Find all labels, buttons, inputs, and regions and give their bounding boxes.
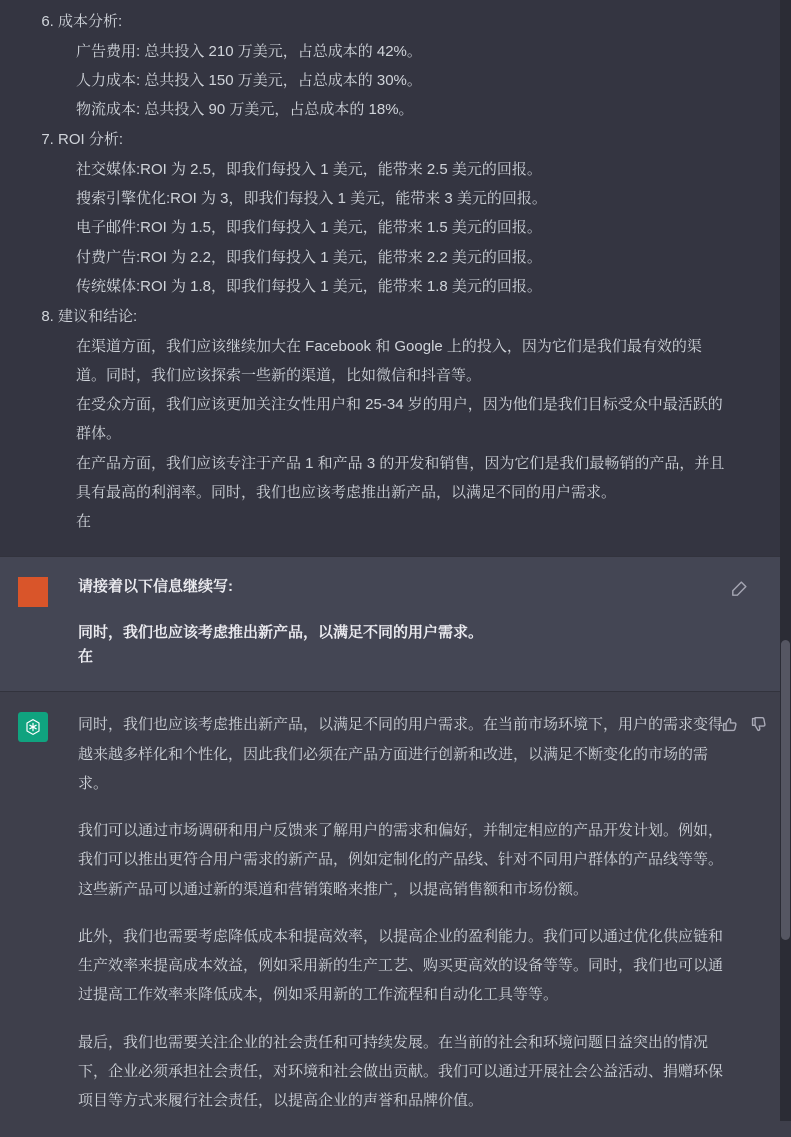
list-item-line: 电子邮件:ROI 为 1.5，即我们每投入 1 美元，能带来 1.5 美元的回报。 [76, 219, 542, 237]
assistant-paragraph: 同时，我们也应该考虑推出新产品，以满足不同的用户需求。在当前市场环境下，用户的需求变得越来越多样化和个性化，因此我们必须在产品方面进行创新和改进，以满足不断变化的市场的需求。 [78, 716, 724, 792]
user-avatar [18, 577, 48, 607]
assistant-paragraph: 最后，我们也需要关注企业的社会责任和可持续发展。在当前的社会和环境问题日益突出的情况下，企业必须承担社会责任，对环境和社会做出贡献。我们可以通过开展社会公益活动、捐赠环保项目等方式来履行社会责任，以提高企业的声誉和品牌价值。 [78, 1033, 724, 1109]
list-item-line: 人力成本: 总共投入 150 万美元，占总成本的 30%。 [76, 71, 422, 89]
user-message-row [0, 556, 791, 691]
user-quoted-line-1: 同时，我们也应该考虑推出新产品，以满足不同的用户需求。 [78, 624, 484, 642]
list-item-title: 8. 建议和结论: [58, 308, 138, 325]
thumbs-down-icon[interactable] [750, 716, 767, 733]
assistant-paragraph: 此外，我们也需要考虑降低成本和提高效率，以提高企业的盈利能力。我们可以通过优化供应链和生产效率来提高成本效益，例如采用新的生产工艺、购买更高效的设备等等。同时，我们也可以通过提高工作效率来降低成本，例如采用新的工作流程和自动化工具等等。 [78, 927, 724, 1004]
outline-list [18, 8, 731, 536]
edit-icon[interactable] [731, 579, 749, 597]
list-item-line: 传统媒体:ROI 为 1.8，即我们每投入 1 美元，能带来 1.8 美元的回报。 [76, 277, 542, 295]
user-message-body [78, 575, 773, 669]
list-item-paragraph: 在产品方面，我们应该专注于产品 1 和产品 3 的开发和销售，因为它们是我们最畅销的产品，并且具有最高的利润率。同时，我们也应该考虑推出新产品，以满足不同的用户需求。 [76, 454, 725, 501]
list-item-line: 物流成本: 总共投入 90 万美元，占总成本的 18%。 [76, 101, 414, 118]
list-item [58, 303, 731, 536]
thumbs-up-icon[interactable] [721, 716, 738, 733]
user-prompt-text: 请接着以下信息继续写: [78, 578, 233, 596]
list-item-paragraph: 在受众方面，我们应该更加关注女性用户和 25-34 岁的用户，因为他们是我们目标受众中最活跃的群体。 [76, 396, 723, 443]
list-item-line: 付费广告:ROI 为 2.2，即我们每投入 1 美元，能带来 2.2 美元的回报。 [76, 248, 542, 266]
list-item-line: 社交媒体:ROI 为 2.5，即我们每投入 1 美元，能带来 2.5 美元的回报。 [76, 160, 542, 178]
assistant-message-continued [0, 0, 791, 556]
message-feedback-controls [721, 716, 767, 733]
page-scrollbar[interactable] [780, 0, 791, 1121]
list-item-title: 6. 成本分析: [58, 13, 123, 30]
assistant-message-row [0, 691, 791, 1137]
list-item-line: 搜索引擎优化:ROI 为 3，即我们每投入 1 美元，能带来 3 美元的回报。 [76, 190, 547, 207]
list-item-title: 7. ROI 分析: [58, 131, 124, 149]
assistant-paragraph: 我们可以通过市场调研和用户反馈来了解用户的需求和偏好，并制定相应的产品开发计划。例如，我们可以推出更符合用户需求的新产品，例如定制化的产品线、针对不同用户群体的产品线等等。这些新产品可以通过新的渠道和营销策略来推广，以提高销售额和市场份额。 [78, 822, 724, 898]
list-item-paragraph: 在 [76, 513, 92, 530]
user-quoted-line-2: 在 [78, 648, 94, 666]
scrollbar-thumb[interactable] [781, 640, 790, 940]
assistant-message-body [78, 710, 773, 1115]
list-item-line: 广告费用: 总共投入 210 万美元，占总成本的 42%。 [76, 42, 422, 60]
list-item [58, 8, 731, 124]
list-item-paragraph: 在渠道方面，我们应该继续加大在 Facebook 和 Google 上的投入，因为它们是我们最有效的渠道。同时，我们应该探索一些新的渠道，比如微信和抖音等。 [76, 337, 702, 384]
assistant-avatar [18, 712, 48, 742]
list-item [58, 126, 731, 301]
